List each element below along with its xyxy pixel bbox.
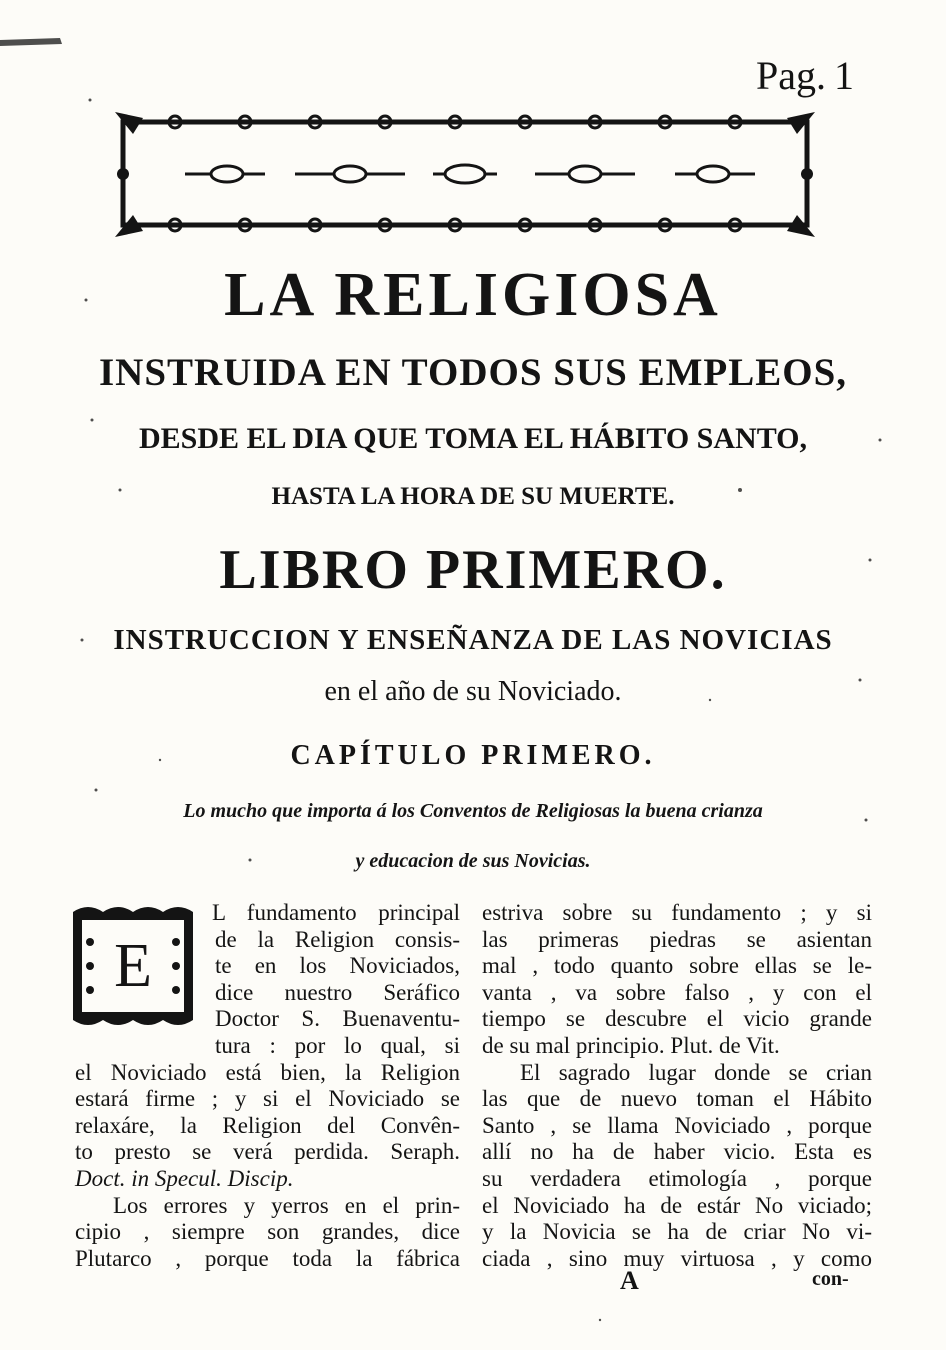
left-line-10: to presto se verá perdida. Seraph.	[75, 1139, 460, 1165]
left-column	[75, 900, 460, 1272]
left-line-1: L fundamento principal	[212, 900, 460, 925]
left-line-13: cipio , siempre son grandes, dice	[75, 1219, 460, 1245]
left-line-11: Doct. in Specul. Discip.	[75, 1165, 294, 1191]
right-line-10: allí no ha de haber vicio. Esta es	[482, 1139, 872, 1165]
subtitle-line-3: HASTA LA HORA DE SU MUERTE.	[271, 483, 675, 510]
chapter-summary-line-2: y educacion de sus Novicias.	[355, 850, 591, 872]
left-line-6: tura : por lo qual, si	[215, 1032, 460, 1058]
left-line-14: Plutarco , porque toda la fábrica	[75, 1245, 460, 1271]
main-title: LA RELIGIOSA	[224, 261, 722, 329]
right-line-1: estriva sobre su fundamento ; y si	[482, 900, 872, 925]
dropcap-letter: E	[114, 931, 152, 1000]
subtitle-line-2: DESDE EL DIA QUE TOMA EL HÁBITO SANTO,	[138, 422, 807, 455]
right-line-14: ciada , sino muy virtuosa , y como	[482, 1245, 872, 1271]
left-line-4: dice nuestro Seráfico	[215, 979, 460, 1005]
left-line-7: el Noviciado está bien, la Religion	[75, 1059, 460, 1085]
book-subtitle: INSTRUCCION Y ENSEÑANZA DE LAS NOVICIAS	[113, 624, 833, 656]
left-line-5: Doctor S. Buenaventu-	[215, 1006, 460, 1032]
right-line-12: el Noviciado ha de estár No viciado;	[482, 1192, 872, 1218]
right-line-3: mal , todo quanto sobre ellas se le-	[482, 953, 872, 979]
subtitle-line-1: INSTRUIDA EN TODOS SUS EMPLEOS,	[98, 351, 848, 394]
book-title: LIBRO PRIMERO.	[219, 539, 727, 601]
header-ornament-band	[115, 112, 815, 237]
right-line-6: de su mal principio. Plut. de Vit.	[482, 1032, 780, 1058]
chapter-heading: CAPÍTULO PRIMERO.	[290, 740, 656, 771]
right-line-7: El sagrado lugar donde se crian	[520, 1059, 872, 1085]
book-subtitle-2: en el año de su Noviciado.	[324, 676, 622, 707]
left-line-8: estará firme ; y si el Noviciado se	[75, 1086, 460, 1112]
left-line-2: de la Religion consis-	[215, 926, 460, 952]
right-column	[482, 900, 872, 1272]
signature-mark: A	[620, 1266, 639, 1295]
chapter-summary-line-1: Lo mucho que importa á los Conventos de Religiosas la buena crianza	[183, 800, 763, 822]
right-line-8: las que de nuevo toman el Hábito	[482, 1086, 872, 1112]
left-line-12: Los errores y yerros en el prin-	[113, 1192, 460, 1218]
right-line-4: vanta , va sobre falso , y con el	[482, 979, 872, 1005]
right-line-9: Santo , se llama Noviciado , porque	[482, 1112, 872, 1138]
right-line-11: su verdadera etimología , porque	[482, 1165, 872, 1191]
right-line-13: y la Novicia se ha de criar No vi-	[482, 1219, 872, 1245]
page-number-value: 1	[834, 53, 854, 98]
page-number	[748, 52, 854, 99]
page-label: Pag.	[756, 53, 826, 98]
left-line-3: te en los Noviciados,	[215, 953, 460, 979]
left-line-9: relaxáre, la Religion del Convên-	[75, 1112, 460, 1138]
right-line-5: tiempo se descubre el vicio grande	[482, 1006, 872, 1032]
catchword: con-	[812, 1268, 849, 1290]
right-line-2: las primeras piedras se asientan	[482, 926, 872, 952]
